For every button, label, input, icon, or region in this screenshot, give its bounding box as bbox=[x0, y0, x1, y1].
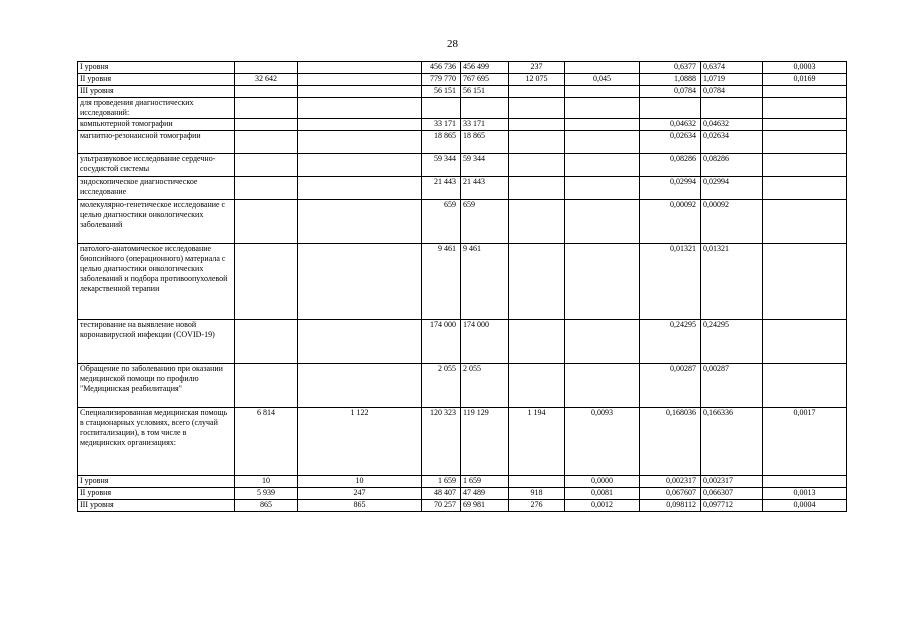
table-cell bbox=[298, 131, 422, 154]
table-cell bbox=[565, 119, 640, 131]
table-cell: 0,04632 bbox=[701, 119, 763, 131]
table-cell bbox=[763, 364, 847, 408]
table-cell: 59 344 bbox=[461, 154, 509, 177]
table-cell bbox=[763, 119, 847, 131]
table-cell bbox=[763, 177, 847, 200]
table-cell: 0,01321 bbox=[701, 244, 763, 320]
table-cell bbox=[235, 131, 298, 154]
table-cell bbox=[235, 200, 298, 244]
table-cell: 1 659 bbox=[422, 476, 461, 488]
table-row bbox=[78, 500, 847, 512]
table-cell: 21 443 bbox=[461, 177, 509, 200]
table-cell: 0,0017 bbox=[763, 408, 847, 476]
table-row bbox=[78, 74, 847, 86]
table-cell bbox=[763, 244, 847, 320]
table-cell: 0,002317 bbox=[701, 476, 763, 488]
table-cell: 6 814 bbox=[235, 408, 298, 476]
table-cell: 0,24295 bbox=[701, 320, 763, 364]
table-cell: 0,098112 bbox=[640, 500, 701, 512]
table-cell bbox=[565, 131, 640, 154]
table-row bbox=[78, 62, 847, 74]
table-cell bbox=[565, 62, 640, 74]
table-cell: 0,02634 bbox=[701, 131, 763, 154]
table-cell: 0,08286 bbox=[640, 154, 701, 177]
table-cell bbox=[565, 98, 640, 119]
table-cell: 69 981 bbox=[461, 500, 509, 512]
row-label: Обращение по заболеванию при оказании медицинской помощи по профилю "Медицинская реабилитация" bbox=[78, 364, 235, 408]
row-label: компьютерной томографии bbox=[78, 119, 235, 131]
table-cell: 9 461 bbox=[422, 244, 461, 320]
table-cell: 0,0004 bbox=[763, 500, 847, 512]
table-cell bbox=[235, 244, 298, 320]
table-cell bbox=[461, 98, 509, 119]
table-cell bbox=[298, 119, 422, 131]
table-cell: 48 407 bbox=[422, 488, 461, 500]
table-cell: 0,0012 bbox=[565, 500, 640, 512]
table-cell: 56 151 bbox=[461, 86, 509, 98]
table-cell: 0,067607 bbox=[640, 488, 701, 500]
table-cell bbox=[509, 98, 565, 119]
table-cell bbox=[509, 364, 565, 408]
row-label: I уровня bbox=[78, 476, 235, 488]
page-number: 28 bbox=[447, 38, 458, 50]
table-cell bbox=[298, 244, 422, 320]
table-cell: 247 bbox=[298, 488, 422, 500]
table-cell bbox=[235, 119, 298, 131]
table-cell: 659 bbox=[461, 200, 509, 244]
table-cell bbox=[509, 154, 565, 177]
table-cell bbox=[298, 86, 422, 98]
table-row bbox=[78, 408, 847, 476]
row-label: Специализированная медицинская помощь в стационарных условиях, всего (случай госпитализации), в том числе в медицинских организациях: bbox=[78, 408, 235, 476]
table-cell bbox=[509, 476, 565, 488]
table-cell: 0,08286 bbox=[701, 154, 763, 177]
table-row bbox=[78, 154, 847, 177]
table-cell: 0,04632 bbox=[640, 119, 701, 131]
table-row bbox=[78, 244, 847, 320]
row-label: эндоскопическое диагностическое исследование bbox=[78, 177, 235, 200]
table-cell: 456 499 bbox=[461, 62, 509, 74]
table-cell bbox=[763, 154, 847, 177]
table-row bbox=[78, 98, 847, 119]
table-cell: 0,00092 bbox=[701, 200, 763, 244]
table-row bbox=[78, 86, 847, 98]
table-cell: 1 194 bbox=[509, 408, 565, 476]
table-cell: 1 122 bbox=[298, 408, 422, 476]
table-cell: 2 055 bbox=[422, 364, 461, 408]
table-cell: 18 865 bbox=[461, 131, 509, 154]
table-cell: 0,166336 bbox=[701, 408, 763, 476]
table-cell bbox=[422, 98, 461, 119]
table-cell bbox=[565, 177, 640, 200]
table-cell: 0,0013 bbox=[763, 488, 847, 500]
table-cell: 456 736 bbox=[422, 62, 461, 74]
table-cell: 2 055 bbox=[461, 364, 509, 408]
row-label: I уровня bbox=[78, 62, 235, 74]
table-row bbox=[78, 364, 847, 408]
table-cell: 918 bbox=[509, 488, 565, 500]
table-cell: 865 bbox=[235, 500, 298, 512]
table-cell: 0,00092 bbox=[640, 200, 701, 244]
table-cell: 33 171 bbox=[461, 119, 509, 131]
table-cell: 1,0719 bbox=[701, 74, 763, 86]
table-cell: 0,02994 bbox=[640, 177, 701, 200]
table-cell: 276 bbox=[509, 500, 565, 512]
table-cell: 767 695 bbox=[461, 74, 509, 86]
table-cell bbox=[509, 244, 565, 320]
table-cell: 119 129 bbox=[461, 408, 509, 476]
data-table bbox=[77, 61, 847, 512]
table-cell: 0,00287 bbox=[701, 364, 763, 408]
table-cell: 174 000 bbox=[422, 320, 461, 364]
table-cell: 47 489 bbox=[461, 488, 509, 500]
table-row bbox=[78, 131, 847, 154]
table-row bbox=[78, 488, 847, 500]
table-cell bbox=[235, 62, 298, 74]
table-cell: 0,6374 bbox=[701, 62, 763, 74]
table-cell bbox=[565, 320, 640, 364]
table-cell bbox=[565, 244, 640, 320]
table-cell bbox=[298, 74, 422, 86]
table-cell: 0,0169 bbox=[763, 74, 847, 86]
table-cell: 0,097712 bbox=[701, 500, 763, 512]
table-cell bbox=[298, 177, 422, 200]
table-cell bbox=[763, 320, 847, 364]
table-cell: 0,0081 bbox=[565, 488, 640, 500]
table-cell bbox=[763, 98, 847, 119]
table-cell: 32 642 bbox=[235, 74, 298, 86]
table-cell bbox=[565, 86, 640, 98]
table-cell: 659 bbox=[422, 200, 461, 244]
table-cell bbox=[298, 62, 422, 74]
table-row bbox=[78, 200, 847, 244]
table-cell bbox=[763, 131, 847, 154]
row-label: тестирование на выявление новой коронавирусной инфекции (COVID-19) bbox=[78, 320, 235, 364]
table-cell: 9 461 bbox=[461, 244, 509, 320]
row-label: III уровня bbox=[78, 86, 235, 98]
table-cell: 0,6377 bbox=[640, 62, 701, 74]
row-label: II уровня bbox=[78, 488, 235, 500]
table-cell: 0,00287 bbox=[640, 364, 701, 408]
table-cell: 5 939 bbox=[235, 488, 298, 500]
table-cell: 0,168036 bbox=[640, 408, 701, 476]
table-row bbox=[78, 320, 847, 364]
table-cell bbox=[235, 86, 298, 98]
row-label: ультразвуковое исследование сердечно-сосудистой системы bbox=[78, 154, 235, 177]
row-label: III уровня bbox=[78, 500, 235, 512]
table-cell: 0,02634 bbox=[640, 131, 701, 154]
row-label: патолого-анатомическое исследование биопсийного (операционного) материала с целью диагностики онкологических заболеваний и подбора противоопухолевой лекарственной терапии bbox=[78, 244, 235, 320]
table-cell: 865 bbox=[298, 500, 422, 512]
table-cell bbox=[235, 364, 298, 408]
table-cell: 0,0784 bbox=[640, 86, 701, 98]
table-cell: 0,002317 bbox=[640, 476, 701, 488]
table-cell: 779 770 bbox=[422, 74, 461, 86]
table-cell bbox=[565, 200, 640, 244]
table-cell bbox=[763, 86, 847, 98]
table-cell: 12 075 bbox=[509, 74, 565, 86]
table-cell: 21 443 bbox=[422, 177, 461, 200]
table-cell bbox=[235, 320, 298, 364]
table-cell: 0,02994 bbox=[701, 177, 763, 200]
table-cell: 174 000 bbox=[461, 320, 509, 364]
table-cell: 1,0888 bbox=[640, 74, 701, 86]
table-cell: 120 323 bbox=[422, 408, 461, 476]
table-cell bbox=[509, 119, 565, 131]
table-cell bbox=[763, 200, 847, 244]
table-cell: 0,0003 bbox=[763, 62, 847, 74]
table-cell: 0,24295 bbox=[640, 320, 701, 364]
table-cell bbox=[235, 98, 298, 119]
table-cell: 237 bbox=[509, 62, 565, 74]
table-cell: 0,01321 bbox=[640, 244, 701, 320]
table-cell bbox=[640, 98, 701, 119]
table-cell: 70 257 bbox=[422, 500, 461, 512]
table-cell bbox=[298, 98, 422, 119]
row-label: магнитно-резонансной томографии bbox=[78, 131, 235, 154]
table-cell bbox=[509, 320, 565, 364]
table-cell bbox=[701, 98, 763, 119]
row-label: II уровня bbox=[78, 74, 235, 86]
table-cell bbox=[565, 364, 640, 408]
table-cell: 1 659 bbox=[461, 476, 509, 488]
table-cell: 10 bbox=[298, 476, 422, 488]
table-cell: 59 344 bbox=[422, 154, 461, 177]
table-cell bbox=[509, 200, 565, 244]
table-cell bbox=[298, 320, 422, 364]
table-cell: 0,0093 bbox=[565, 408, 640, 476]
table-cell bbox=[298, 154, 422, 177]
table-cell: 0,0784 bbox=[701, 86, 763, 98]
table-row bbox=[78, 476, 847, 488]
table-cell bbox=[235, 177, 298, 200]
table-cell bbox=[509, 131, 565, 154]
table-cell bbox=[565, 154, 640, 177]
table-cell bbox=[298, 200, 422, 244]
table-row bbox=[78, 177, 847, 200]
table-cell: 56 151 bbox=[422, 86, 461, 98]
row-label: молекулярно-генетическое исследование с целью диагностики онкологических заболеваний bbox=[78, 200, 235, 244]
table-cell bbox=[509, 177, 565, 200]
table-cell bbox=[298, 364, 422, 408]
table-cell: 33 171 bbox=[422, 119, 461, 131]
table-cell bbox=[763, 476, 847, 488]
table-row bbox=[78, 119, 847, 131]
table-cell bbox=[509, 86, 565, 98]
table-cell bbox=[235, 154, 298, 177]
table-cell: 10 bbox=[235, 476, 298, 488]
row-label: для проведения диагностических исследований: bbox=[78, 98, 235, 119]
table-cell: 0,066307 bbox=[701, 488, 763, 500]
table-cell: 0,0000 bbox=[565, 476, 640, 488]
table-cell: 18 865 bbox=[422, 131, 461, 154]
table-cell: 0,045 bbox=[565, 74, 640, 86]
